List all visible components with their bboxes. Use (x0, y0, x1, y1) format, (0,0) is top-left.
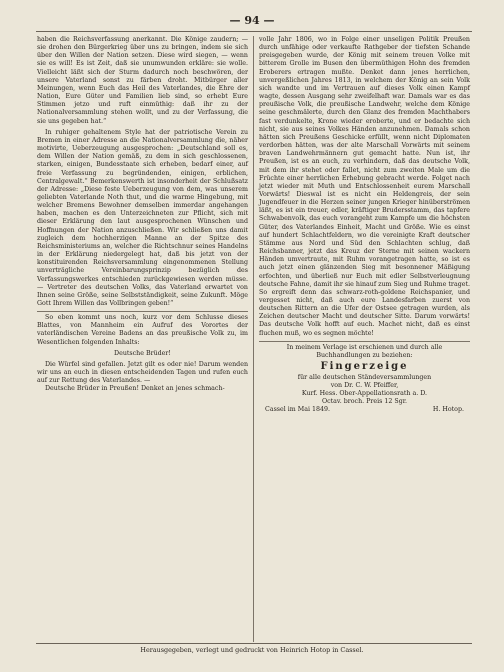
imprint-footer: Herausgegeben, verlegt und gedruckt von Heinrich Hotop in Cassel. (140, 646, 364, 654)
ad-title: Fingerzeige (320, 360, 409, 372)
advertisement-separator (259, 341, 470, 342)
ad-place-row (259, 406, 470, 414)
address-intro: So eben kommt uns noch, kurz vor dem Schlusse dieses Blattes, von Mannheim ein Aufruf des Vorortes der vaterländischen Vereine Badens an das preußische Volk zu, im Wesentlichen folgenden Inhalts: (37, 314, 248, 346)
advertisement (259, 344, 470, 415)
section-separator (37, 311, 248, 312)
ad-place: Cassel im Mai 1849. (265, 406, 331, 414)
right-column (259, 36, 470, 414)
ad-author: von Dr. C. W. Pfeiffer, (330, 382, 399, 390)
ad-format: Octav. broch. Preis 12 Sgr. (321, 398, 408, 406)
ad-subtitle: für alle deutschen Ständeversammlungen (297, 373, 432, 381)
address-continue: Deutsche Brüder in Preußen! Denket an jenes schmach- (45, 385, 225, 393)
ad-position: Kurf. Hess. Ober-Appellationsrath a. D. (301, 390, 428, 398)
page-number: — 94 — (229, 14, 275, 27)
column-divider (253, 36, 254, 642)
header-rule (36, 31, 472, 32)
ad-publisher: H. Hotop. (432, 406, 464, 414)
left-column (37, 36, 248, 394)
right-paragraph-1: volle Jahr 1806, wo in Folge einer unseligen Politik Preußen durch unfähige oder verkaufte Rathgeber der tiefsten Schande preisgegeben wurde, der König mit seinem treuen Volke mit bitterem Grolle im Busen den übermüthigen Hohn des fremden Eroberers ertragen mußte. Denket dann jenes herrlichen, unvergeßlichen Jahres 1813, in welchem der König an sein Volk sich wandte und im Vertrauen auf dieses Volk einen Kampf wagte, dessen Ausgang sehr zweifelhaft war. Damals war es das preußische Volk, die preußische Landwehr, welche dem Könige seine geschmälerte, durch den Glanz des fremden Machthabers fast verdunkelte, Krone wieder eroberte, und er bedachte sich nicht, sie aus seines Volkes Händen anzunehmen. Damals schon hätten sich Preußens Geschicke erfüllt, wenn nicht Diplomaten verdorben hätten, was der alte Marschall Vorwärts mit seinem braven Landwehrmännern gut gemacht hatte. Nun ist, ihr Preußen, ist es an euch, zu verhindern, daß das deutsche Volk, mit dem ihr stehet oder fallet, nicht zum zweiten Male um die Früchte einer herrlichen Erhebung gebracht werde. Folget nach jetzt wieder mit Muth und Entschlossenheit eurem Marschall Vorwärts! Dieswal ist es nicht ein Heldengreis, der sein Jugendfeuer in die Herzen seiner jungen Krieger hinüberströmen läßt, es ist ein treuer, edler, kräftiger Brudersstamm, das tapfere Schwabenvolk, das euch vorangeht zum Kampfe um die höchsten Güter, des Vaterlandes Einheit, Macht und Größe. Wie es einst auf hundert Schlachtfeldern, wo die vereinigte Kraft deutscher Stämme aus Nord und Süd den Schlachten schlug, daß Reichsbanner, jetzt das Kreuz der Sterne mit seinen wackern Händen umvertraute, mit Ruhm vorangetragen hatte, so ist es auch jetzt einen glänzenden Sieg mit besonnener Mäßigung erfochten, und überließ nur Euch mit edler Selbstverleugnung deutsche Fahne, damit ihr sie hinauf zum Sieg und Ruhme traget. So ergreift denn das schwarz-roth-goldene Reichspanier, und vergesset nicht, daß auch eure Landesfarben zuerst von deutschen Rittern an die Ufer der Ostsee getragen wurden, als Zeichen deutscher Macht und deutscher Sitte. Darum vorwärts! Das deutsche Volk hofft auf euch. Machet nicht, daß es einst fluchen muß, wo es segnen möchte! (259, 36, 470, 337)
ad-lead: In meinem Verlage ist erschienen und durch alle Buchhandlungen zu beziehen: (286, 343, 443, 359)
left-paragraph-1: haben die Reichsverfassung anerkannt. Die Könige zaudern; — sie drohen den Bürgerkrieg über uns zu bringen, indem sie sich über den Willen der Nation setzen. Diese wird siegen, — wenn sie es will! Es ist Zeit, daß sie unumwunden erkläre: sie wolle. Vielleicht läßt sich der Sturm dadurch noch beschwören, der unsere Vaterland sonst zu färben droht. Mitbürger aller Meinungen, wenn Euch das Heil des Vaterlandes, die Ehre der Nation, Eure Güter und Familien lieb sind, so erhebt Eure Stimmen jetzo und ruft einmüthig: daß ihr zu der Nationalversammlung stehen wollt, und zu der Verfassung, die sie uns gegeben hat.“ (37, 36, 248, 125)
footer-rule (36, 643, 472, 644)
address-heading: Deutsche Brüder! (114, 349, 171, 357)
address-body: Die Würfel sind gefallen. Jetzt gilt es oder nie! Darum wenden wir uns an euch in diesen entscheidenden Tagen und rufen euch auf zur Rettung des Vaterlandes. — (37, 360, 248, 385)
left-paragraph-2: In ruhiger gehaltenem Style hat der patriotische Verein zu Bremen in einer Adresse an die Nationalversammlung die, näher motivirte, Ueberzeugung ausgesprochen: „Deutschland soll es, dem Willen der Nation gemäß, zu dem in sich geschlossenen, starken, einigen, Bundesstaate sich erheben, bedarf einer, auf freie Verfassung zu begründenden, einigen, erblichen, Centralgewalt.“ Bemerkenswerth ist insonderheit der Schlußsatz der Adresse: „Diese feste Ueberzeugung von dem, was unserem geliebten Vaterlande Noth thut, und die warme Hingebung, mit welcher Bremens Bewohner demselben immerdar angehangen haben, machen es den Unterzeichneten zur Pflicht, sich mit dieser Erklärung den laut ausgesprochenen Wünschen und Hoffnungen der Nation anzuschließen. Wir schließen uns damit zugleich dem hochherzigen Manne an der Spitze des Reichsministeriums an, welcher die Richtschnur seines Handelns in der Erklärung niedergelegt hat, daß bis jetzt von der konstituirenden Reichsversammlung eingenommenen Stellung unverträgliche Vereinbarungsprinzip bezüglich des Verfassungswerkes entschieden zurückgewiesen werden müsse. — Vertreter des deutschen Volks, das Vaterland erwartet von Ihnen seine Größe, seine Selbstständigkeit, seine Zukunft. Möge Gott Ihrem Willen das Vollbringen geben!“ (37, 128, 248, 307)
